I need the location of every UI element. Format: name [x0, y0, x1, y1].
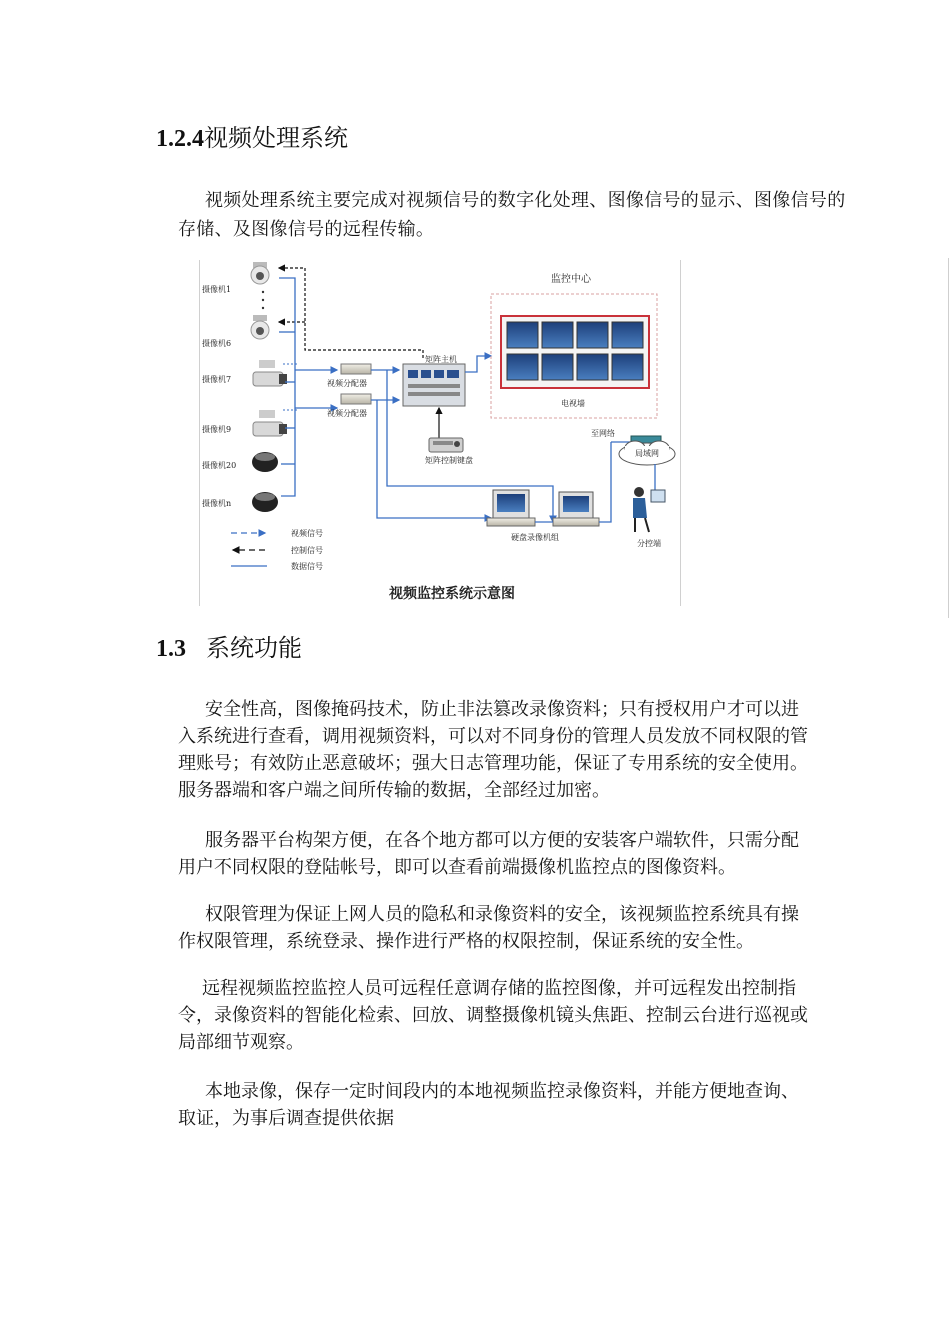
camera-label-9: 摄像机9 [202, 425, 232, 434]
client-label: 分控端 [637, 539, 661, 548]
section-number: 1.3 [156, 636, 186, 662]
keyboard-icon [429, 438, 463, 452]
lan-label: 局域网 [635, 449, 659, 458]
data-signal-line [599, 442, 611, 522]
page-edge-line [948, 258, 949, 618]
paragraph-permissions: 权限管理为保证上网人员的隐私和录像资料的安全，该视频监控系统具有操作权限管理，系统登录、操作进行严格的权限控制，保证系统的安全性。 [178, 904, 799, 952]
camera-label-1: 摄像机1 [202, 285, 232, 294]
monitoring-center-title: 监控中心 [551, 274, 591, 285]
section-title: 系统功能 [206, 634, 302, 662]
keyboard-label: 矩阵控制键盘 [425, 456, 473, 465]
paragraph-remote: 远程视频监控监控人员可远程任意调存储的监控图像，并可远程发出控制指令，录像资料的智能化检索、回放、调整摄像机镜头焦距、控制云台进行巡视或局部细节观察。 [178, 978, 808, 1053]
splitter-label: 视频分配器 [327, 409, 367, 418]
matrix-host-icon [403, 364, 465, 406]
operator-icon [633, 487, 665, 532]
paragraph-security: 安全性高，图像掩码技术，防止非法篡改录像资料；只有授权用户才可以进入系统进行查看，调用视频资料，可以对不同身份的管理人员发放不同权限的管理账号；有效防止恶意破坏；强大日志管理功能，保证了专用系统的安全使用。服务器端和客户端之间所传输的数据，全部经过加密。 [178, 699, 808, 801]
section-heading-1-2-4 [156, 118, 348, 153]
dvr-icon [553, 492, 599, 526]
dome-camera-icon [252, 492, 278, 512]
camera-label-6: 摄像机6 [202, 339, 232, 348]
camera-label-n: 摄像机n [202, 499, 232, 508]
splitter-label: 视频分配器 [327, 379, 367, 388]
legend-control: 控制信号 [291, 546, 323, 555]
dome-camera-icon [252, 452, 278, 472]
section-title: 视频处理系统 [204, 124, 348, 152]
dvr-icon [487, 490, 535, 526]
surveillance-diagram [199, 260, 681, 606]
matrix-label: 矩阵主机 [425, 355, 457, 364]
video-signal-lines [279, 278, 295, 496]
video-arrow [465, 356, 491, 372]
box-camera-icon [253, 410, 287, 436]
camera-label-7: 摄像机7 [202, 375, 232, 384]
paragraph-platform: 服务器平台构架方便，在各个地方都可以方便的安装客户端软件，只需分配用户不同权限的登陆帐号，即可以查看前端摄像机监控点的图像资料。 [178, 830, 799, 878]
to-network-label: 至网络 [591, 429, 615, 438]
control-signal-line [279, 268, 423, 358]
ellipsis-dots [262, 291, 264, 309]
tv-wall-label: 电视墙 [561, 399, 585, 408]
box-camera-icon [253, 360, 287, 386]
section-number: 1.2.4 [156, 126, 204, 152]
camera-label-20: 摄像机20 [202, 461, 237, 470]
intro-paragraph: 视频处理系统主要完成对视频信号的数字化处理、图像信号的显示、图像信号的存储、及图像信号的远程传输。 [178, 190, 846, 240]
dome-camera-icon [251, 315, 269, 339]
paragraph-local-recording: 本地录像，保存一定时间段内的本地视频监控录像资料，并能方便地查询、取证，为事后调查提供依据 [178, 1081, 799, 1129]
legend-data: 数据信号 [291, 562, 323, 571]
figure-caption: 视频监控系统示意图 [389, 586, 515, 602]
legend [231, 533, 267, 566]
dvr-label: 硬盘录像机组 [511, 533, 559, 542]
dome-camera-icon [251, 262, 269, 284]
section-heading-1-3 [156, 628, 302, 663]
legend-video: 视频信号 [291, 529, 323, 538]
